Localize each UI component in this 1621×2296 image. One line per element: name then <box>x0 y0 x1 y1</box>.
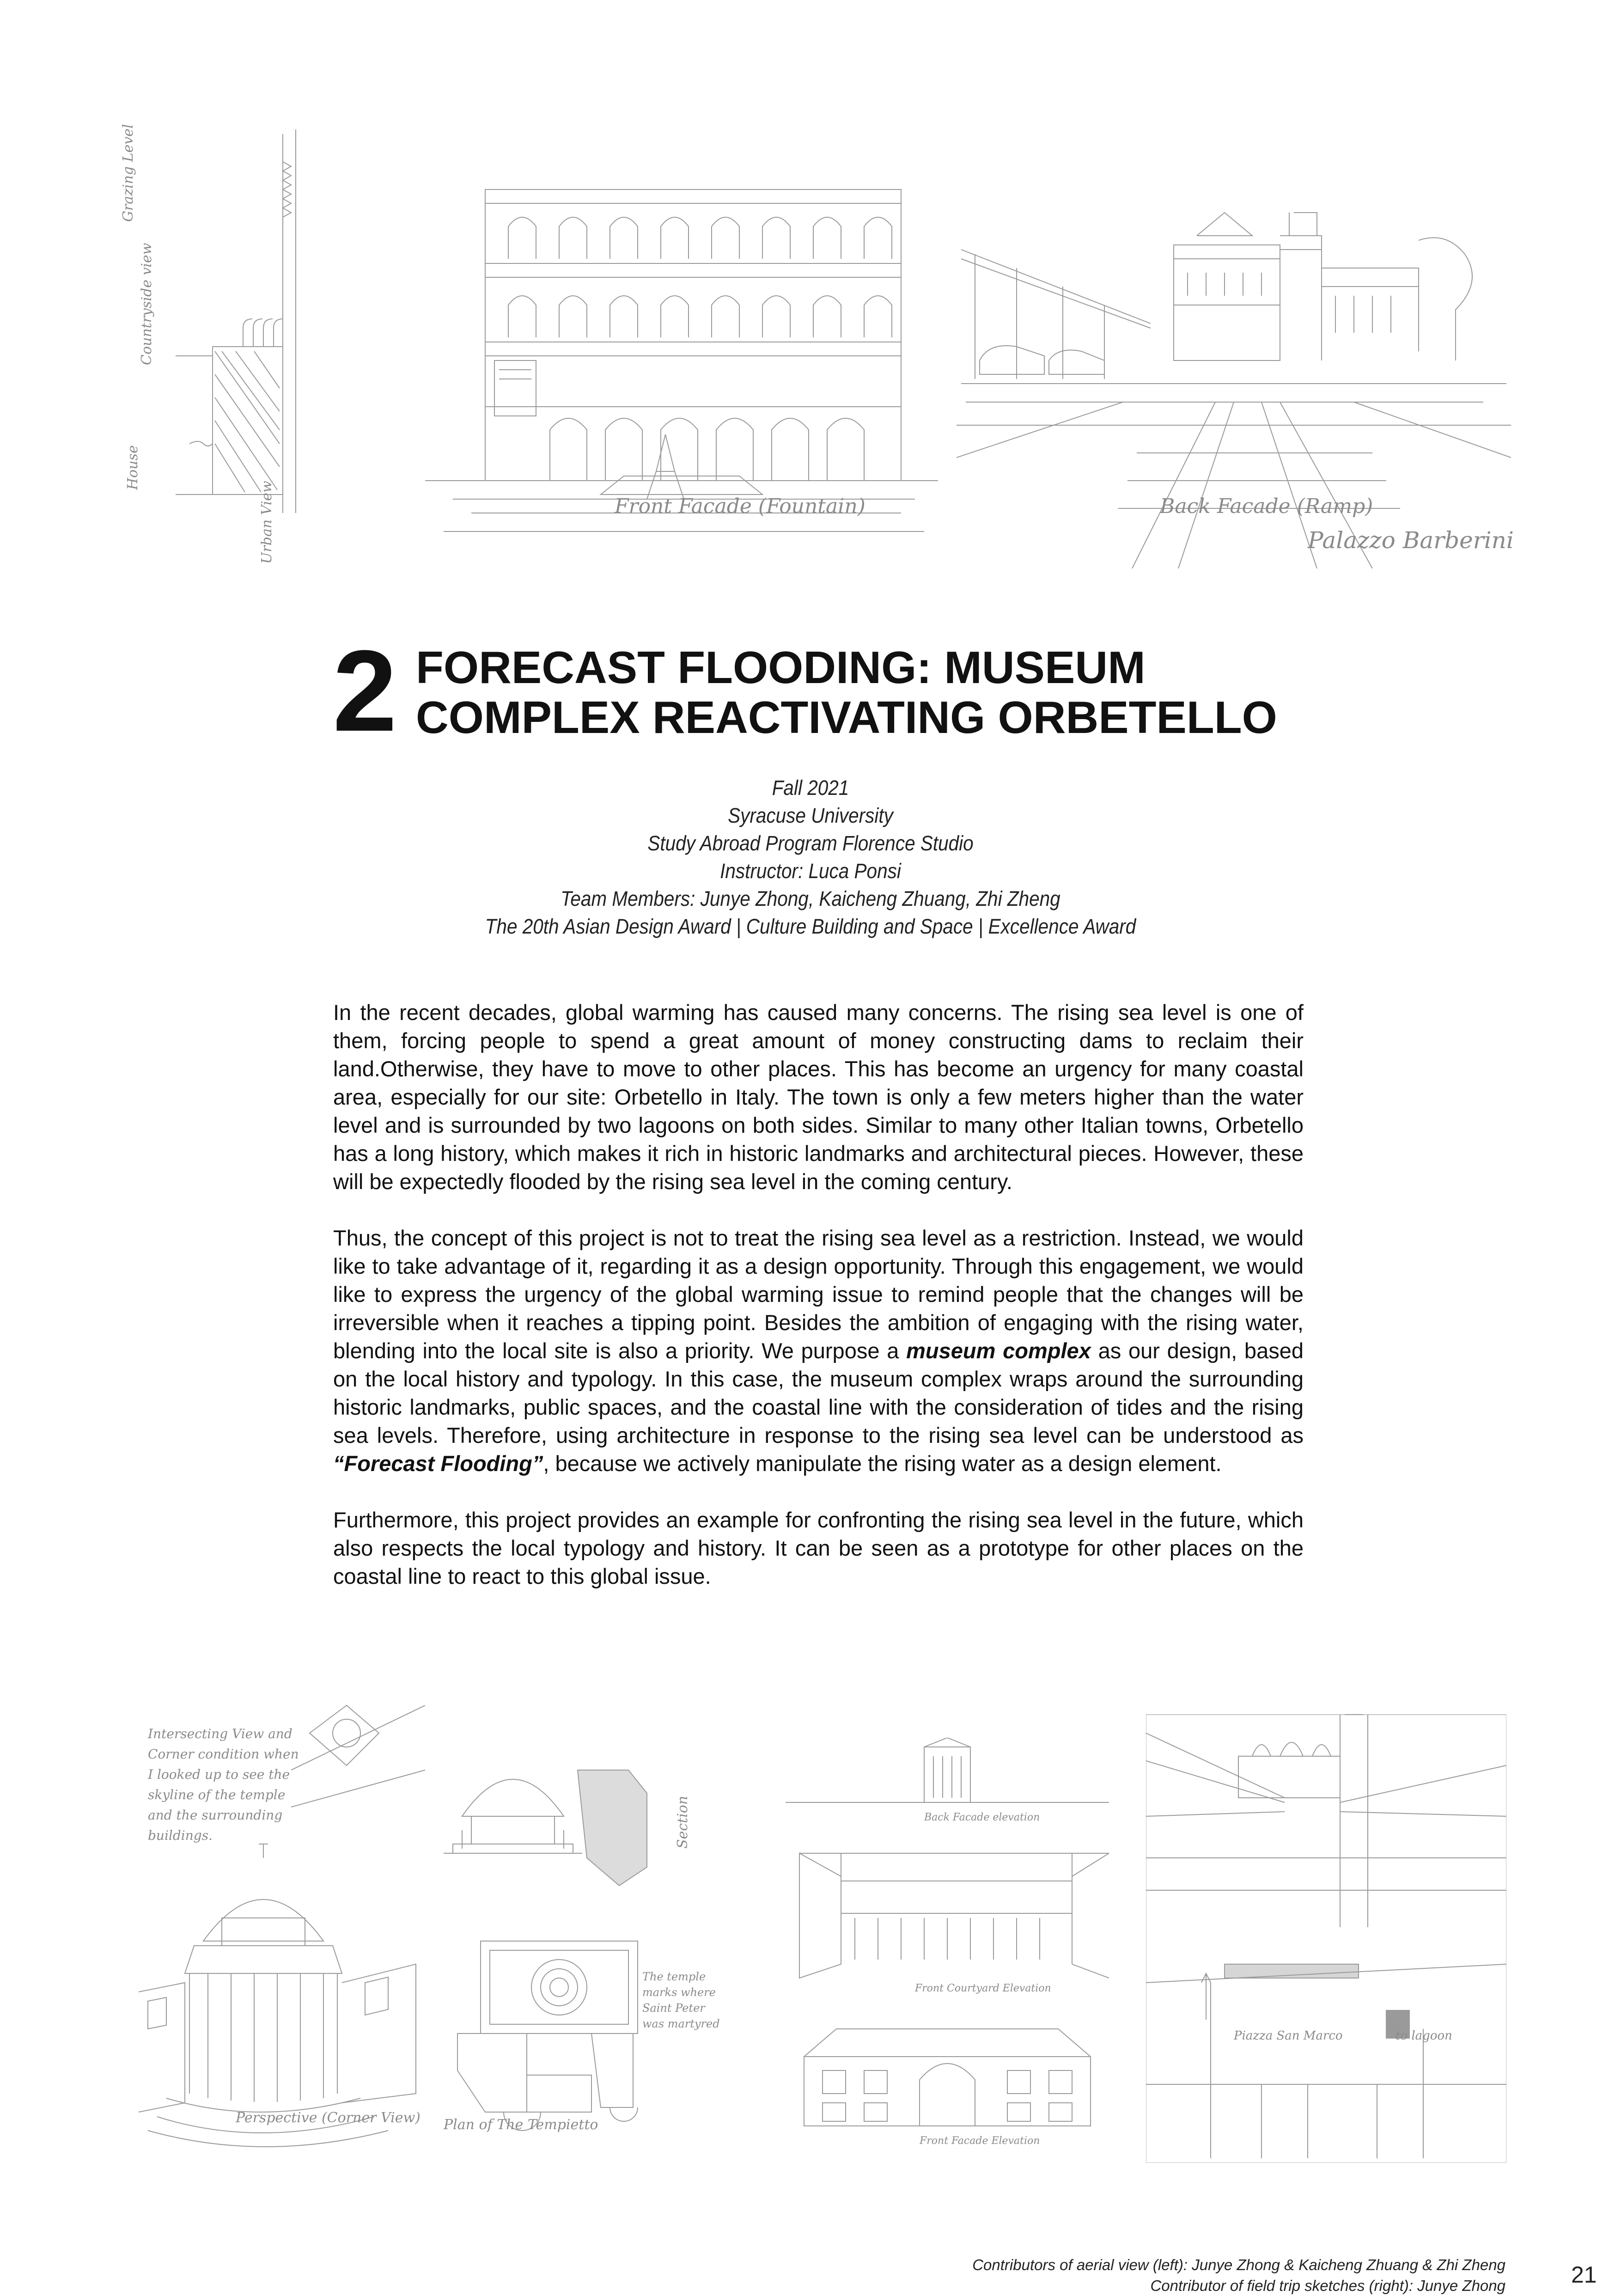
tempietto-perspective-sketch <box>139 1687 425 2158</box>
credit-line-1: Contributors of aerial view (left): Junye Zhong & Kaicheng Zhuang & Zhi Zheng <box>972 2256 1505 2273</box>
project-meta <box>323 774 1298 940</box>
piazza-san-marco-sketch <box>1146 1705 1506 2163</box>
title-line-2: COMPLEX REACTIVATING ORBETELLO <box>416 692 1277 743</box>
back-facade-label: Back Facade (Ramp) <box>1160 495 1373 518</box>
credit-line-2: Contributor of field trip sketches (right): Junye Zhong <box>1150 2277 1505 2294</box>
meta-award: The 20th Asian Design Award | Culture Building and Space | Excellence Award <box>485 915 1136 938</box>
section-label: Section <box>675 1795 691 1849</box>
p2-part-c: , because we actively manipulate the rising water as a design element. <box>543 1451 1222 1476</box>
front-facade-sketch <box>416 176 947 536</box>
p2-part-a: Thus, the concept of this project is not to treat the rising sea level as a restriction. Instead, we would like to take advantage of it, regarding it as a design opportunity. Through this engagement, we would like to express the urgency of the global warming issue to remind people that the changes will be irreversible when it reaches a tipping point. Besides the ambition of engaging with the rising water, blending into the local site is also a priority. We purpose a <box>333 1226 1304 1363</box>
title-line-1: FORECAST FLOODING: MUSEUM <box>416 642 1146 693</box>
piazza-san-marco-label: Piazza San Marco <box>1234 2029 1343 2043</box>
plan-label: Plan of The Tempietto <box>444 2117 598 2133</box>
p2-part-b: as our design, based on the local history and typology. In this case, the museum complex wraps around the surrounding historic landmarks, public spaces, and the coastal line with the consideration of tides and the rising sea levels. Therefore, using architecture in response to the rising sea level can be understood as <box>333 1338 1304 1447</box>
intersecting-view-note: Intersecting View and Corner condition when I looked up to see the skyline of the temple and the surrounding buildings. <box>148 1726 299 1843</box>
credits <box>972 2254 1505 2296</box>
front-courtyard-elev-label: Front Courtyard Elevation <box>915 1983 1051 1994</box>
meta-term: Fall 2021 <box>772 776 849 800</box>
back-facade-elev-label: Back Facade elevation <box>924 1812 1040 1823</box>
page-number: 21 <box>1571 2262 1597 2288</box>
front-facade-elev-label: Front Facade Elevation <box>920 2135 1040 2147</box>
paragraph-3: Furthermore, this project provides an example for confronting the rising sea level in the future, which also respects the local typology and history. It can be seen as a prototype for other places on the coastal line to react to this global issue. <box>333 1508 1304 1588</box>
chapter-title <box>416 642 1277 742</box>
paragraph-2 <box>333 1224 1304 1478</box>
courtyard-elevations-sketch <box>786 1738 1109 2154</box>
front-facade-label: Front Facade (Fountain) <box>615 495 865 518</box>
countryside-view-label: Countryside view <box>139 243 155 365</box>
grazing-level-label: Grazing Level <box>120 124 136 222</box>
to-lagoon-label: to lagoon <box>1396 2029 1452 2043</box>
meta-instructor: Instructor: Luca Ponsi <box>720 859 901 883</box>
forecast-flooding-emphasis: “Forecast Flooding” <box>333 1451 543 1476</box>
tempietto-plan-sketch <box>434 1710 721 2163</box>
palazzo-label: Palazzo Barberini <box>1308 527 1514 554</box>
body-text <box>333 998 1304 1618</box>
museum-complex-emphasis: museum complex <box>906 1338 1091 1363</box>
perspective-label: Perspective (Corner View) <box>236 2110 420 2126</box>
meta-team: Team Members: Junye Zhong, Kaicheng Zhuang, Zhi Zheng <box>561 887 1060 910</box>
meta-school: Syracuse University <box>728 804 893 827</box>
meta-program: Study Abroad Program Florence Studio <box>647 831 974 855</box>
back-facade-sketch <box>957 185 1514 568</box>
section-sketch <box>120 125 314 568</box>
paragraph-1: In the recent decades, global warming has caused many concerns. The rising sea level is one of them, forcing people to spend a great amount of money constructing dams to reclaim their land.Otherwise, they have to move to other places. This has become an urgency for many coastal area, especially for our site: Orbetello in Italy. The town is only a few meters higher than the water level and is surrounded by two lagoons on both sides. Similar to many other Italian towns, Orbetello has a long history, which makes it rich in historic landmarks and architectural pieces. However, these will be expectedly flooded by the rising sea level in the coming century. <box>333 1000 1304 1194</box>
chapter-title-block <box>333 626 1349 755</box>
urban-view-label: Urban View <box>259 481 275 564</box>
house-label: House <box>125 445 141 490</box>
temple-note: The temple marks where Saint Peter was martyred <box>642 1970 720 2030</box>
chapter-number: 2 <box>333 626 396 755</box>
